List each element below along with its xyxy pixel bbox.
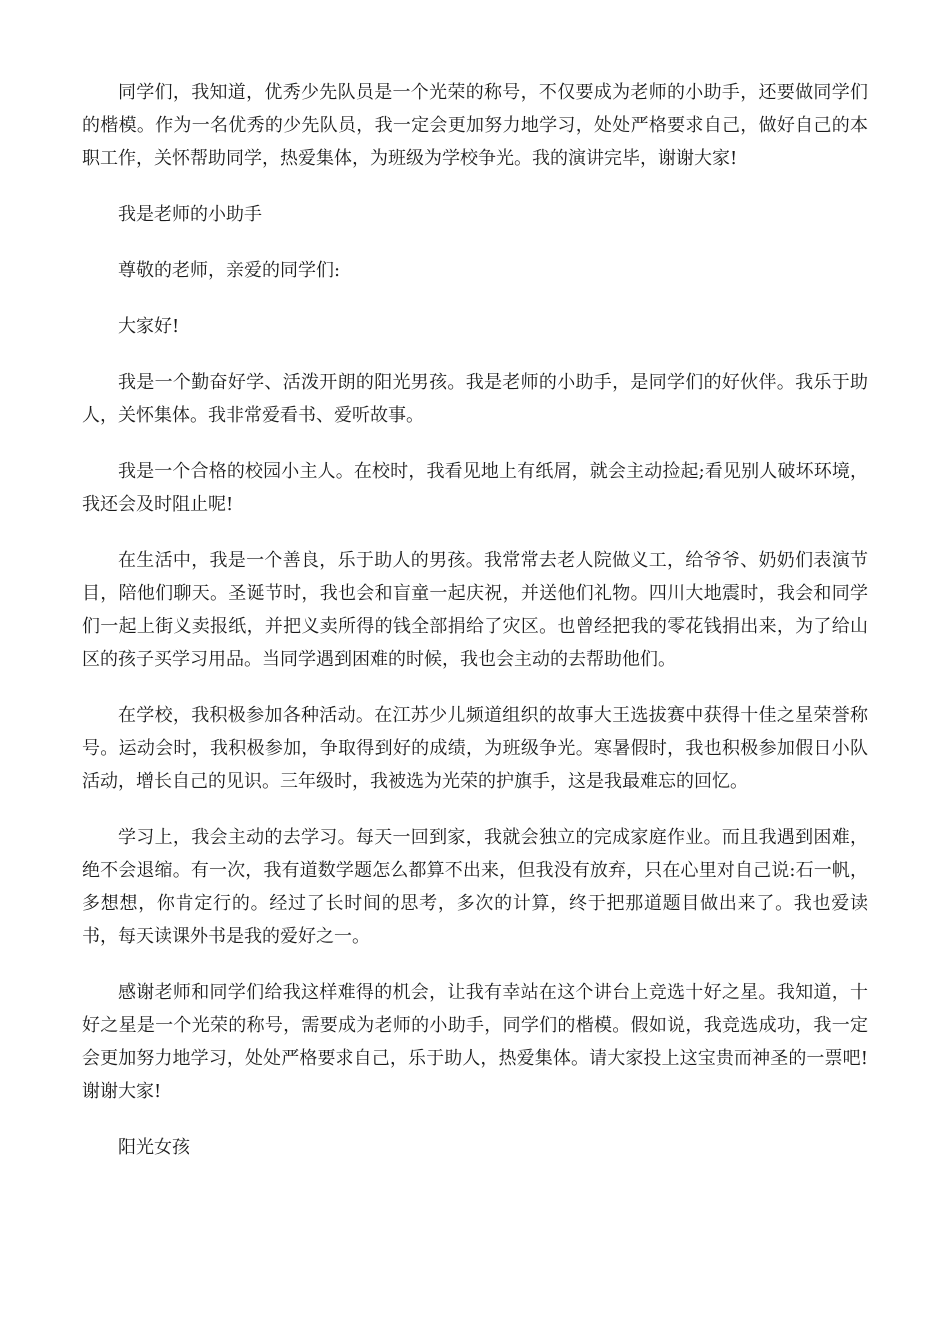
salutation: 尊敬的老师，亲爱的同学们: [118, 260, 341, 281]
paragraph-closing-speech: 同学们，我知道，优秀少先队员是一个光荣的称号，不仅要成为老师的小助手，还要做同学们的楷模。作为一名优秀的少先队员，我一定会更加努力地学习，处处严格要求自己，做好自己的本职工作，关怀帮助同学，热爱集体，为班级为学校争光。我的演讲完毕，谢谢大家! [82, 82, 868, 169]
paragraph-thanks: 感谢老师和同学们给我这样难得的机会，让我有幸站在这个讲台上竞选十好之星。我知道，十好之星是一个光荣的称号，需要成为老师的小助手，同学们的楷模。假如说，我竞选成功，我一定会更加努力地学习，处处严格要求自己，乐于助人，热爱集体。请大家投上这宝贵而神圣的一票吧!谢谢大家! [82, 982, 868, 1102]
paragraph-life: 在生活中，我是一个善良，乐于助人的男孩。我常常去老人院做义工，给爷爷、奶奶们表演节目，陪他们聊天。圣诞节时，我也会和盲童一起庆祝，并送他们礼物。四川大地震时，我会和同学们一起上街义卖报纸，并把义卖所得的钱全部捐给了灾区。也曾经把我的零花钱捐出来，为了给山区的孩子买学习用品。当同学遇到困难的时候，我也会主动的去帮助他们。 [82, 550, 868, 670]
section-title: 我是老师的小助手 [118, 204, 262, 225]
paragraph-school-activities: 在学校，我积极参加各种活动。在江苏少儿频道组织的故事大王选拔赛中获得十佳之星荣誉称号。运动会时，我积极参加，争取得到好的成绩，为班级争光。寒暑假时，我也积极参加假日小队活动，增长自己的见识。三年级时，我被选为光荣的护旗手，这是我最难忘的回忆。 [82, 705, 868, 792]
greeting: 大家好! [118, 316, 180, 337]
paragraph-study: 学习上，我会主动的去学习。每天一回到家，我就会独立的完成家庭作业。而且我遇到困难，绝不会退缩。有一次，我有道数学题怎么都算不出来，但我没有放弃，只在心里对自己说:石一帆，多想想，你肯定行的。经过了长时间的思考，多次的计算，终于把那道题目做出来了。我也爱读书，每天读课外书是我的爱好之一。 [82, 827, 868, 947]
paragraph-campus: 我是一个合格的校园小主人。在校时，我看见地上有纸屑，就会主动捡起;看见别人破坏环境，我还会及时阻止呢! [82, 461, 868, 515]
paragraph-introduction: 我是一个勤奋好学、活泼开朗的阳光男孩。我是老师的小助手，是同学们的好伙伴。我乐于助人，关怀集体。我非常爱看书、爱听故事。 [82, 372, 868, 426]
next-section-title: 阳光女孩 [118, 1137, 190, 1158]
document-body [82, 76, 868, 1187]
